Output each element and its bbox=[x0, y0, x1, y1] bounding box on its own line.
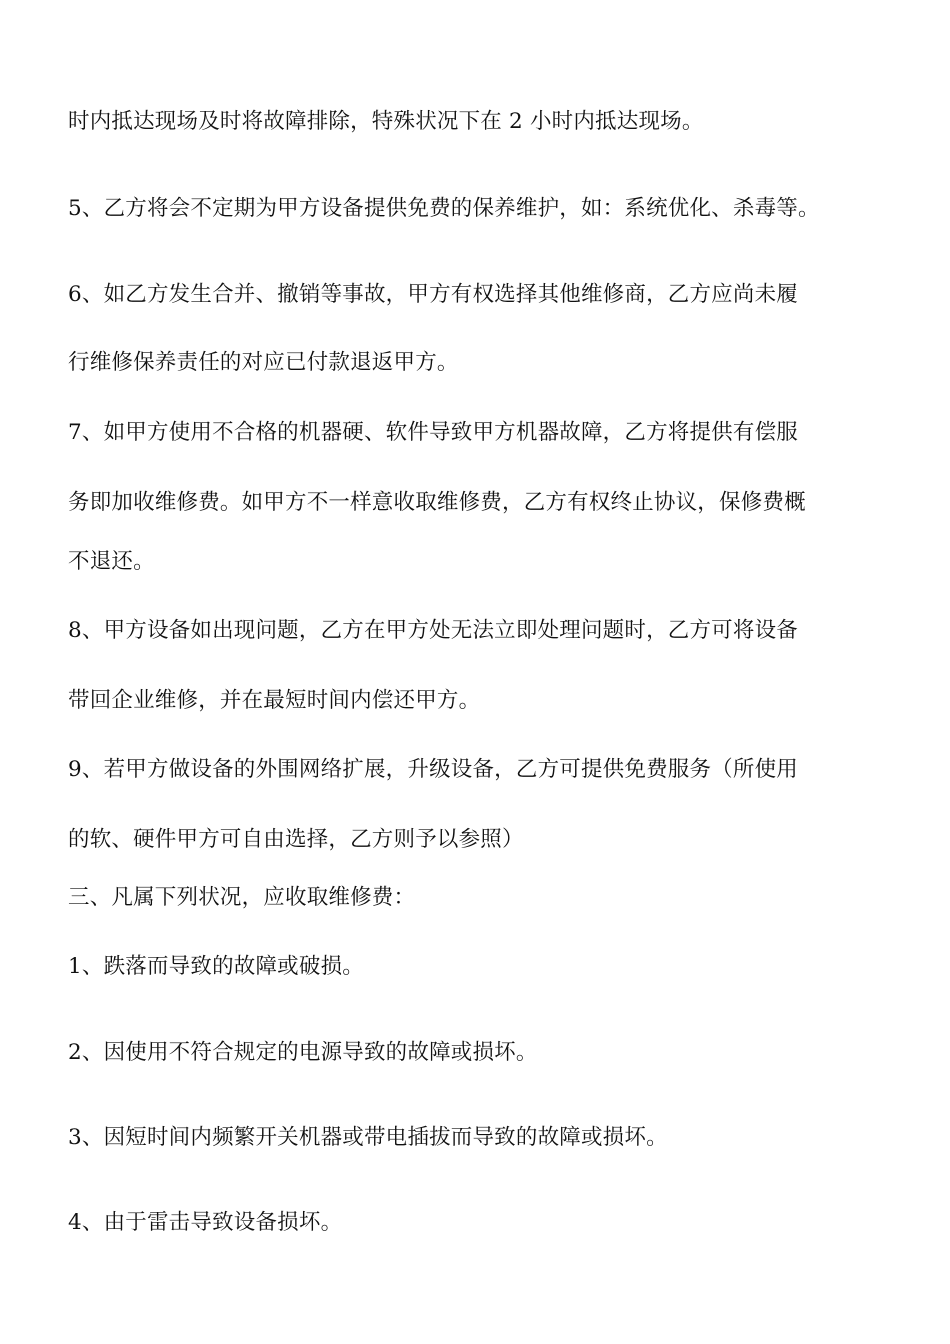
text-line: 4、由于雷击导致设备损坏。 bbox=[68, 1210, 343, 1235]
text-line: 1、跌落而导致的故障或破损。 bbox=[68, 954, 364, 979]
text-line: 不退还。 bbox=[68, 549, 155, 574]
text-line: 3、因短时间内频繁开关机器或带电插拔而导致的故障或损坏。 bbox=[68, 1125, 668, 1150]
text-line: 5、乙方将会不定期为甲方设备提供免费的保养维护，如：系统优化、杀毒等。 bbox=[68, 196, 820, 221]
text-line: 时内抵达现场及时将故障排除，特殊状况下在 2 小时内抵达现场。 bbox=[68, 109, 704, 134]
text-line: 的软、硬件甲方可自由选择，乙方则予以参照） bbox=[68, 827, 524, 852]
text-line: 2、因使用不符合规定的电源导致的故障或损坏。 bbox=[68, 1040, 538, 1065]
text-line: 6、如乙方发生合并、撤销等事故，甲方有权选择其他维修商，乙方应尚未履 bbox=[68, 282, 798, 307]
text-line: 8、甲方设备如出现问题，乙方在甲方处无法立即处理问题时，乙方可将设备 bbox=[68, 618, 798, 643]
text-line: 行维修保养责任的对应已付款退返甲方。 bbox=[68, 350, 459, 375]
text-line: 三、凡属下列状况，应收取维修费： bbox=[68, 885, 416, 910]
text-line: 务即加收维修费。如甲方不一样意收取维修费，乙方有权终止协议，保修费概 bbox=[68, 490, 806, 515]
text-line: 9、若甲方做设备的外围网络扩展，升级设备，乙方可提供免费服务（所使用 bbox=[68, 757, 798, 782]
text-line: 7、如甲方使用不合格的机器硬、软件导致甲方机器故障，乙方将提供有偿服 bbox=[68, 420, 798, 445]
text-line: 带回企业维修，并在最短时间内偿还甲方。 bbox=[68, 688, 481, 713]
